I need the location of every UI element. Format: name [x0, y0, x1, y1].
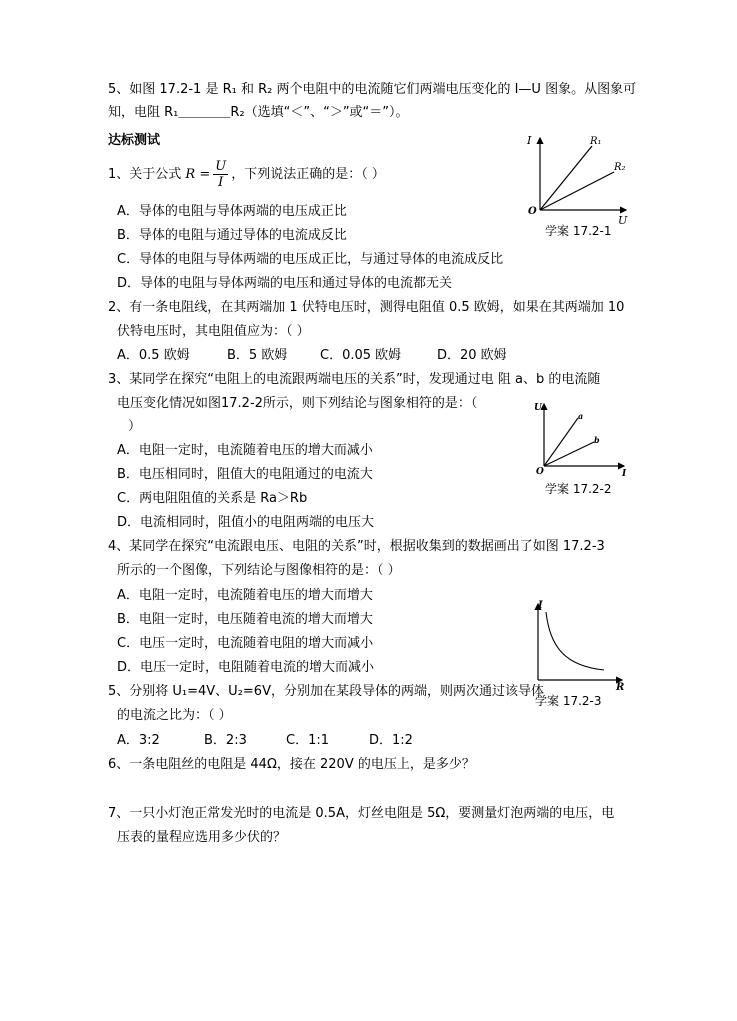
- figure-17-2-2: [528, 398, 632, 478]
- q1-option-d: D．导体的电阻与导体两端的电压和通过导体的电流都无关: [117, 276, 453, 291]
- q4-option-d: D．电压一定时，电阻随着电流的增大而减小: [117, 660, 375, 675]
- figure-17-2-1: [522, 130, 634, 226]
- figure-17-2-3: [522, 598, 630, 690]
- q7-line1: 7、一只小灯泡正常发光时的电流是 0.5A，灯丝电阻是 5Ω，要测量灯泡两端的电压，电: [108, 806, 615, 821]
- fig2-y-label: U: [534, 403, 542, 413]
- q1-formula-denominator: I: [218, 175, 224, 190]
- q4-line2: 所示的一个图像，下列结论与图像相符的是：（ ）: [117, 563, 401, 578]
- q3-line3: ）: [128, 419, 142, 434]
- fig1-x-label: U: [618, 214, 628, 226]
- q4-option-c: C．电压一定时，电流随着电阻的增大而减小: [117, 636, 374, 651]
- q1-formula-lhs: R =: [185, 167, 211, 182]
- fig2-a-label: a: [578, 411, 584, 421]
- fig2-caption: 学案 17.2-2: [545, 482, 612, 496]
- q3-line1: 3、某同学在探究“电阻上的电流跟两端电压的关系”时，发现通过电 阻 a、b 的电流随: [108, 372, 601, 387]
- q1-option-b: B．导体的电阻与通过导体的电流成反比: [117, 228, 347, 243]
- fig2-x-label: I: [622, 469, 627, 478]
- q5-top-line1: 5、如图 17.2-1 是 R₁ 和 R₂ 两个电阻中的电流随它们两端电压变化的 I—U 图象。从图象可: [108, 82, 637, 97]
- fig1-r1-label: R₁: [590, 136, 602, 147]
- fig1-r2-label: R₂: [614, 162, 626, 173]
- q4-line1: 4、某同学在探究“电流跟电压、电阻的关系”时，根据收集到的数据画出了如图 17.2-3: [108, 539, 605, 554]
- fig2-line-a: [544, 418, 578, 466]
- q2-option-a: A．0.5 欧姆: [117, 348, 190, 363]
- q2-option-c: C．0.05 欧姆: [320, 348, 402, 363]
- q5-option-d: D．1:2: [369, 733, 413, 748]
- section-title: 达标测试: [108, 133, 161, 148]
- q5-option-b: B．2:3: [204, 733, 247, 748]
- fig3-caption: 学案 17.2-3: [535, 694, 602, 708]
- fig2-b-label: b: [594, 435, 600, 445]
- q5-option-c: C．1:1: [286, 733, 329, 748]
- q1-option-a: A．导体的电阻与导体两端的电压成正比: [117, 204, 347, 219]
- fig2-origin-label: O: [536, 467, 544, 477]
- q3-option-b: B．电压相同时，阻值大的电阻通过的电流大: [117, 467, 373, 482]
- q2-line2: 伏特电压时，其电阻值应为：（ ）: [117, 324, 310, 339]
- fig3-x-label: R: [616, 682, 625, 690]
- fig1-line-r2: [540, 172, 614, 210]
- q1-stem: [108, 158, 385, 192]
- q2-line1: 2、有一条电阻线，在其两端加 1 伏特电压时，测得电阻值 0.5 欧姆，如果在其两端加 10: [108, 300, 625, 315]
- q1-suffix: ，下列说法正确的是：（ ）: [231, 167, 385, 182]
- fig1-y-label: I: [527, 134, 532, 147]
- q3-option-c: C．两电阻阻值的关系是 Ra＞Rb: [117, 491, 308, 506]
- q1-prefix: 1、关于公式: [108, 167, 186, 182]
- q4-option-a: A．电阻一定时，电流随着电压的增大而增大: [117, 588, 373, 603]
- q7-line2: 压表的量程应选用多少伏的？: [117, 830, 287, 845]
- q5-option-a: A．3:2: [117, 733, 160, 748]
- q2-option-d: D．20 欧姆: [437, 348, 507, 363]
- q4-option-b: B．电阻一定时，电压随着电流的增大而增大: [117, 612, 373, 627]
- q5-line2: 的电流之比为：（ ）: [117, 708, 232, 723]
- q1-option-c: C．导体的电阻与导体两端的电压成正比，与通过导体的电流成反比: [117, 252, 504, 267]
- q3-option-d: D．电流相同时，阻值小的电阻两端的电压大: [117, 515, 375, 530]
- q6-line1: 6、一条电阻丝的电阻是 44Ω，接在 220V 的电压上，是多少？: [108, 757, 475, 772]
- fig3-curve: [546, 612, 604, 670]
- q5-line1: 5、分别将 U₁=4V、U₂=6V，分别加在某段导体的两端，则两次通过该导体: [108, 684, 544, 699]
- fig1-caption: 学案 17.2-1: [545, 224, 612, 238]
- fig2-line-b: [544, 442, 594, 466]
- fig1-origin-label: O: [528, 206, 537, 217]
- fig3-y-label: I: [538, 600, 543, 611]
- q3-line2: 电压变化情况如图17.2-2所示，则下列结论与图象相符的是：（: [117, 396, 478, 411]
- q1-formula-fraction: [213, 159, 228, 190]
- q1-formula-numerator: U: [215, 159, 227, 174]
- fig1-line-r1: [540, 146, 592, 210]
- q2-option-b: B．5 欧姆: [227, 348, 288, 363]
- q3-option-a: A．电阻一定时，电流随着电压的增大而减小: [117, 443, 373, 458]
- q5-top-line2: 知，电阻 R₁＿＿＿＿R₂（选填“＜”、“＞”或“＝”）。: [108, 105, 409, 120]
